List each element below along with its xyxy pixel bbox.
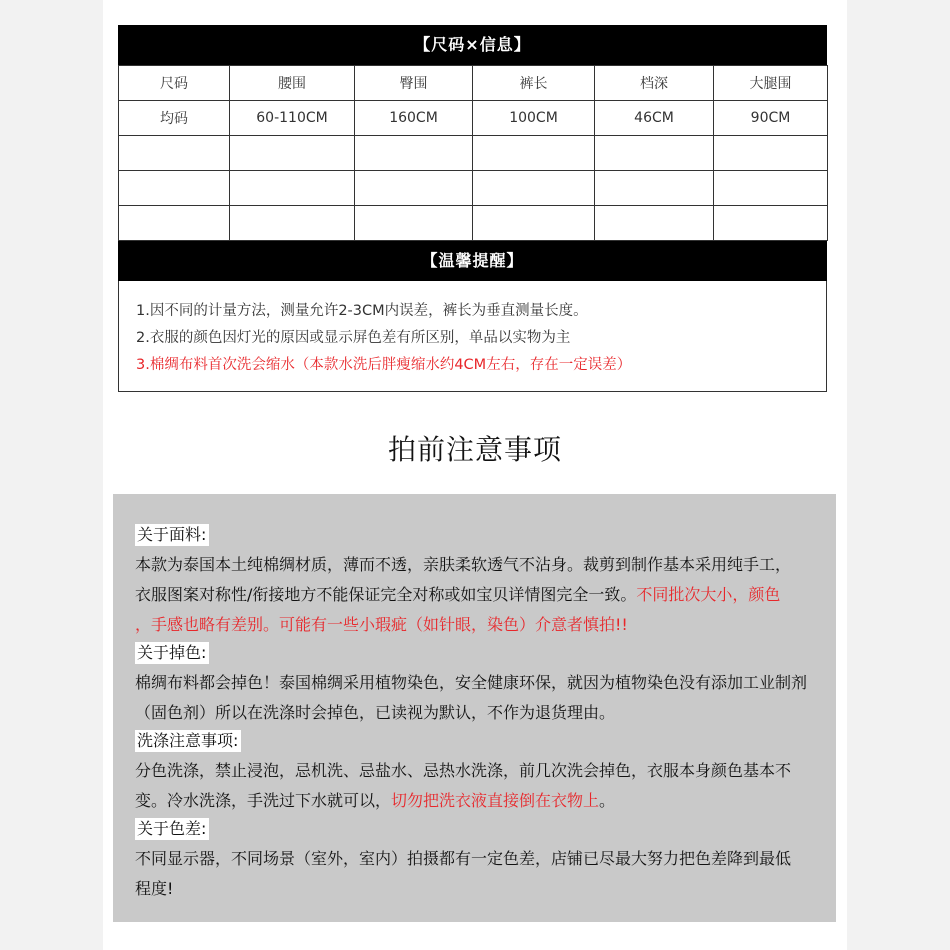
- color-diff-text: 不同显示器，不同场景（室外，室内）拍摄都有一定色差，店铺已尽最大努力把色差降到最低: [135, 849, 792, 868]
- table-cell: 100CM: [473, 101, 595, 136]
- color-diff-title: 关于色差:: [135, 818, 209, 840]
- table-cell: 160CM: [355, 101, 473, 136]
- table-cell: 60-110CM: [230, 101, 355, 136]
- table-cell: [473, 206, 595, 241]
- fading-text: 棉绸布料都会掉色！泰国棉绸采用植物染色，安全健康环保，就因为植物染色没有添加工业制剂: [135, 673, 808, 692]
- table-cell: [230, 171, 355, 206]
- table-cell: [230, 206, 355, 241]
- reminder-line: 2.衣服的颜色因灯光的原因或显示屏色差有所区别，单品以实物为主: [136, 330, 571, 346]
- table-cell: [473, 171, 595, 206]
- header-cell: 档深: [595, 66, 714, 101]
- fabric-text: 衣服图案对称性/衔接地方不能保证完全对称或如宝贝详情图完全一致。不同批次大小，颜色: [135, 585, 781, 604]
- table-cell: [595, 136, 714, 171]
- header-cell: 裤长: [473, 66, 595, 101]
- table-cell: [119, 136, 230, 171]
- header-cell: 大腿围: [714, 66, 828, 101]
- fabric-title: 关于面料:: [135, 524, 209, 546]
- washing-text: 分色洗涤，禁止浸泡，忌机洗、忌盐水、忌热水洗涤，前几次洗会掉色，衣服本身颜色基本不: [135, 761, 792, 780]
- table-cell: [355, 206, 473, 241]
- size-table-header-row: [119, 66, 828, 101]
- table-cell: [595, 206, 714, 241]
- reminder-title: 【温馨提醒】: [118, 241, 827, 281]
- table-cell: [230, 136, 355, 171]
- table-row: [119, 206, 828, 241]
- product-detail-page: [103, 0, 847, 950]
- fading-text: （固色剂）所以在洗涤时会掉色，已读视为默认，不作为退货理由。: [135, 703, 616, 722]
- header-cell: 尺码: [119, 66, 230, 101]
- table-cell: [119, 171, 230, 206]
- size-table-title: 【尺码×信息】: [118, 25, 827, 65]
- table-cell: [355, 136, 473, 171]
- header-cell: 臀围: [355, 66, 473, 101]
- table-row: [119, 101, 828, 136]
- table-cell: [355, 171, 473, 206]
- fading-title: 关于掉色:: [135, 642, 209, 664]
- fabric-text: 本款为泰国本土纯棉绸材质，薄而不透，亲肤柔软透气不沾身。裁剪到制作基本采用纯手工，: [135, 555, 792, 574]
- table-cell: [714, 171, 828, 206]
- fabric-warning: ，手感也略有差别。可能有一些小瑕疵（如针眼，染色）介意者慎拍!!: [135, 615, 628, 634]
- table-cell: [595, 171, 714, 206]
- reminder-line: 1.因不同的计量方法，测量允许2-3CM内误差，裤长为垂直测量长度。: [136, 303, 588, 319]
- reminder-notes: [118, 281, 827, 392]
- header-cell: 腰围: [230, 66, 355, 101]
- size-info-block: [118, 25, 827, 392]
- table-cell: [473, 136, 595, 171]
- size-table: [118, 65, 828, 241]
- reminder-line-warning: 3.棉绸布料首次洗会缩水（本款水洗后胖瘦缩水约4CM左右，存在一定误差）: [136, 357, 632, 373]
- notice-panel: [113, 494, 836, 922]
- table-cell: 均码: [119, 101, 230, 136]
- color-diff-text: 程度!: [135, 879, 174, 898]
- washing-text: 变。冷水洗涤，手洗过下水就可以，切勿把洗衣液直接倒在衣物上。: [135, 791, 616, 810]
- table-cell: [119, 206, 230, 241]
- table-cell: [714, 136, 828, 171]
- table-cell: 46CM: [595, 101, 714, 136]
- table-cell: [714, 206, 828, 241]
- table-row: [119, 171, 828, 206]
- table-cell: 90CM: [714, 101, 828, 136]
- washing-title: 洗涤注意事项:: [135, 730, 241, 752]
- table-row: [119, 136, 828, 171]
- notice-heading: 拍前注意事项: [387, 433, 562, 466]
